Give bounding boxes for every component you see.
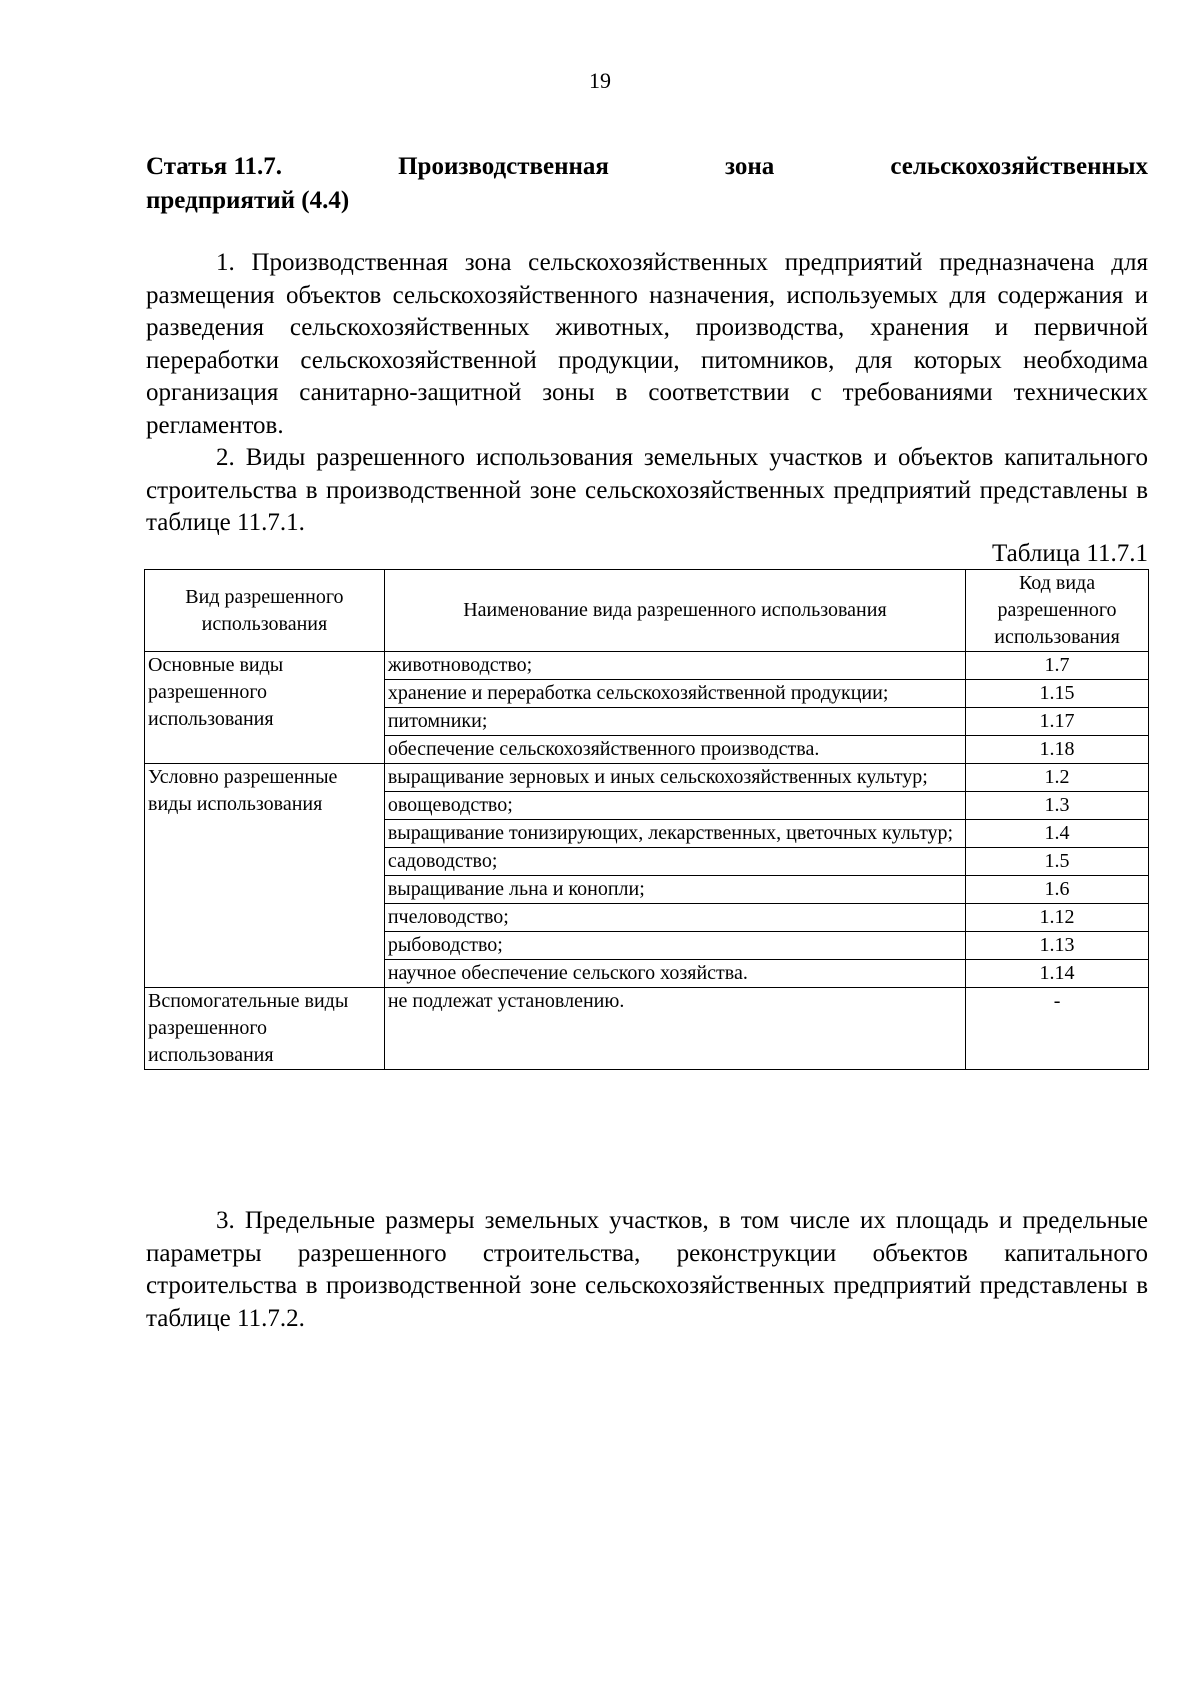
- use-name-cell: научное обеспечение сельского хозяйства.: [384, 960, 965, 988]
- header-use-name: Наименование вида разрешенного использования: [384, 570, 965, 652]
- heading-line-2: предприятий (4.4): [146, 187, 350, 214]
- use-code-cell: 1.15: [966, 680, 1149, 708]
- use-name-cell: хранение и переработка сельскохозяйственной продукции;: [384, 680, 965, 708]
- use-name-cell: пчеловодство;: [384, 904, 965, 932]
- paragraph-1: [146, 247, 1148, 443]
- use-group-label: Основные виды разрешенного использования: [145, 652, 385, 764]
- use-code-cell: 1.18: [966, 736, 1149, 764]
- table-caption: Таблица 11.7.1: [992, 540, 1148, 567]
- use-name-cell: выращивание зерновых и иных сельскохозяйственных культур;: [384, 764, 965, 792]
- use-code-cell: 1.7: [966, 652, 1149, 680]
- paragraph-2: [146, 442, 1148, 540]
- table-row: [145, 988, 1149, 1070]
- heading-word: зона: [725, 153, 775, 180]
- use-code-cell: 1.6: [966, 876, 1149, 904]
- use-group-label: Вспомогательные виды разрешенного использования: [145, 988, 385, 1070]
- header-use-code: Код вида разрешенного использования: [966, 570, 1149, 652]
- table-row: [145, 764, 1149, 792]
- use-code-cell: 1.4: [966, 820, 1149, 848]
- table-header-row: [145, 570, 1149, 652]
- use-name-cell: питомники;: [384, 708, 965, 736]
- article-heading: [146, 150, 1148, 218]
- land-use-table: [144, 569, 1149, 1070]
- use-name-cell: обеспечение сельскохозяйственного производства.: [384, 736, 965, 764]
- heading-word: Производственная: [398, 153, 609, 180]
- paragraph-1-text: 1. Производственная зона сельскохозяйственных предприятий предназначена для размещения объектов сельскохозяйственного назначения, используемых для содержания и разведения сельскохозяйственных животных, производства, хранения и первичной переработки сельскохозяйственной продукции, питомников, для которых необходима организация санитарно-защитной зоны в соответствии с требованиями технических регламентов.: [146, 249, 1148, 439]
- use-name-cell: выращивание льна и конопли;: [384, 876, 965, 904]
- use-code-cell: 1.12: [966, 904, 1149, 932]
- paragraph-3-text: 3. Предельные размеры земельных участков, в том числе их площадь и предельные параметры разрешенного строительства, реконструкции объектов капитального строительства в производственной зоне сельскохозяйственных предприятий представлены в таблице 11.7.2.: [146, 1207, 1148, 1332]
- use-code-cell: 1.17: [966, 708, 1149, 736]
- use-code-cell: 1.13: [966, 932, 1149, 960]
- use-name-cell: рыбоводство;: [384, 932, 965, 960]
- header-use-type: Вид разрешенного использования: [145, 570, 385, 652]
- use-group-label: Условно разрешенные виды использования: [145, 764, 385, 988]
- table-row: [145, 652, 1149, 680]
- use-code-cell: -: [966, 988, 1149, 1070]
- use-name-cell: животноводство;: [384, 652, 965, 680]
- use-name-cell: садоводство;: [384, 848, 965, 876]
- use-code-cell: 1.3: [966, 792, 1149, 820]
- paragraph-2-text: 2. Виды разрешенного использования земельных участков и объектов капитального строительства в производственной зоне сельскохозяйственных предприятий представлены в таблице 11.7.1.: [146, 444, 1148, 537]
- paragraph-3: [146, 1205, 1148, 1335]
- table-body: [145, 652, 1149, 1070]
- use-name-cell: не подлежат установлению.: [384, 988, 965, 1070]
- use-code-cell: 1.2: [966, 764, 1149, 792]
- heading-word: сельскохозяйственных: [890, 153, 1148, 180]
- page-number: 19: [589, 68, 611, 93]
- use-code-cell: 1.5: [966, 848, 1149, 876]
- use-name-cell: овощеводство;: [384, 792, 965, 820]
- use-name-cell: выращивание тонизирующих, лекарственных, цветочных культур;: [384, 820, 965, 848]
- use-code-cell: 1.14: [966, 960, 1149, 988]
- heading-article-number: Статья 11.7.: [146, 153, 283, 180]
